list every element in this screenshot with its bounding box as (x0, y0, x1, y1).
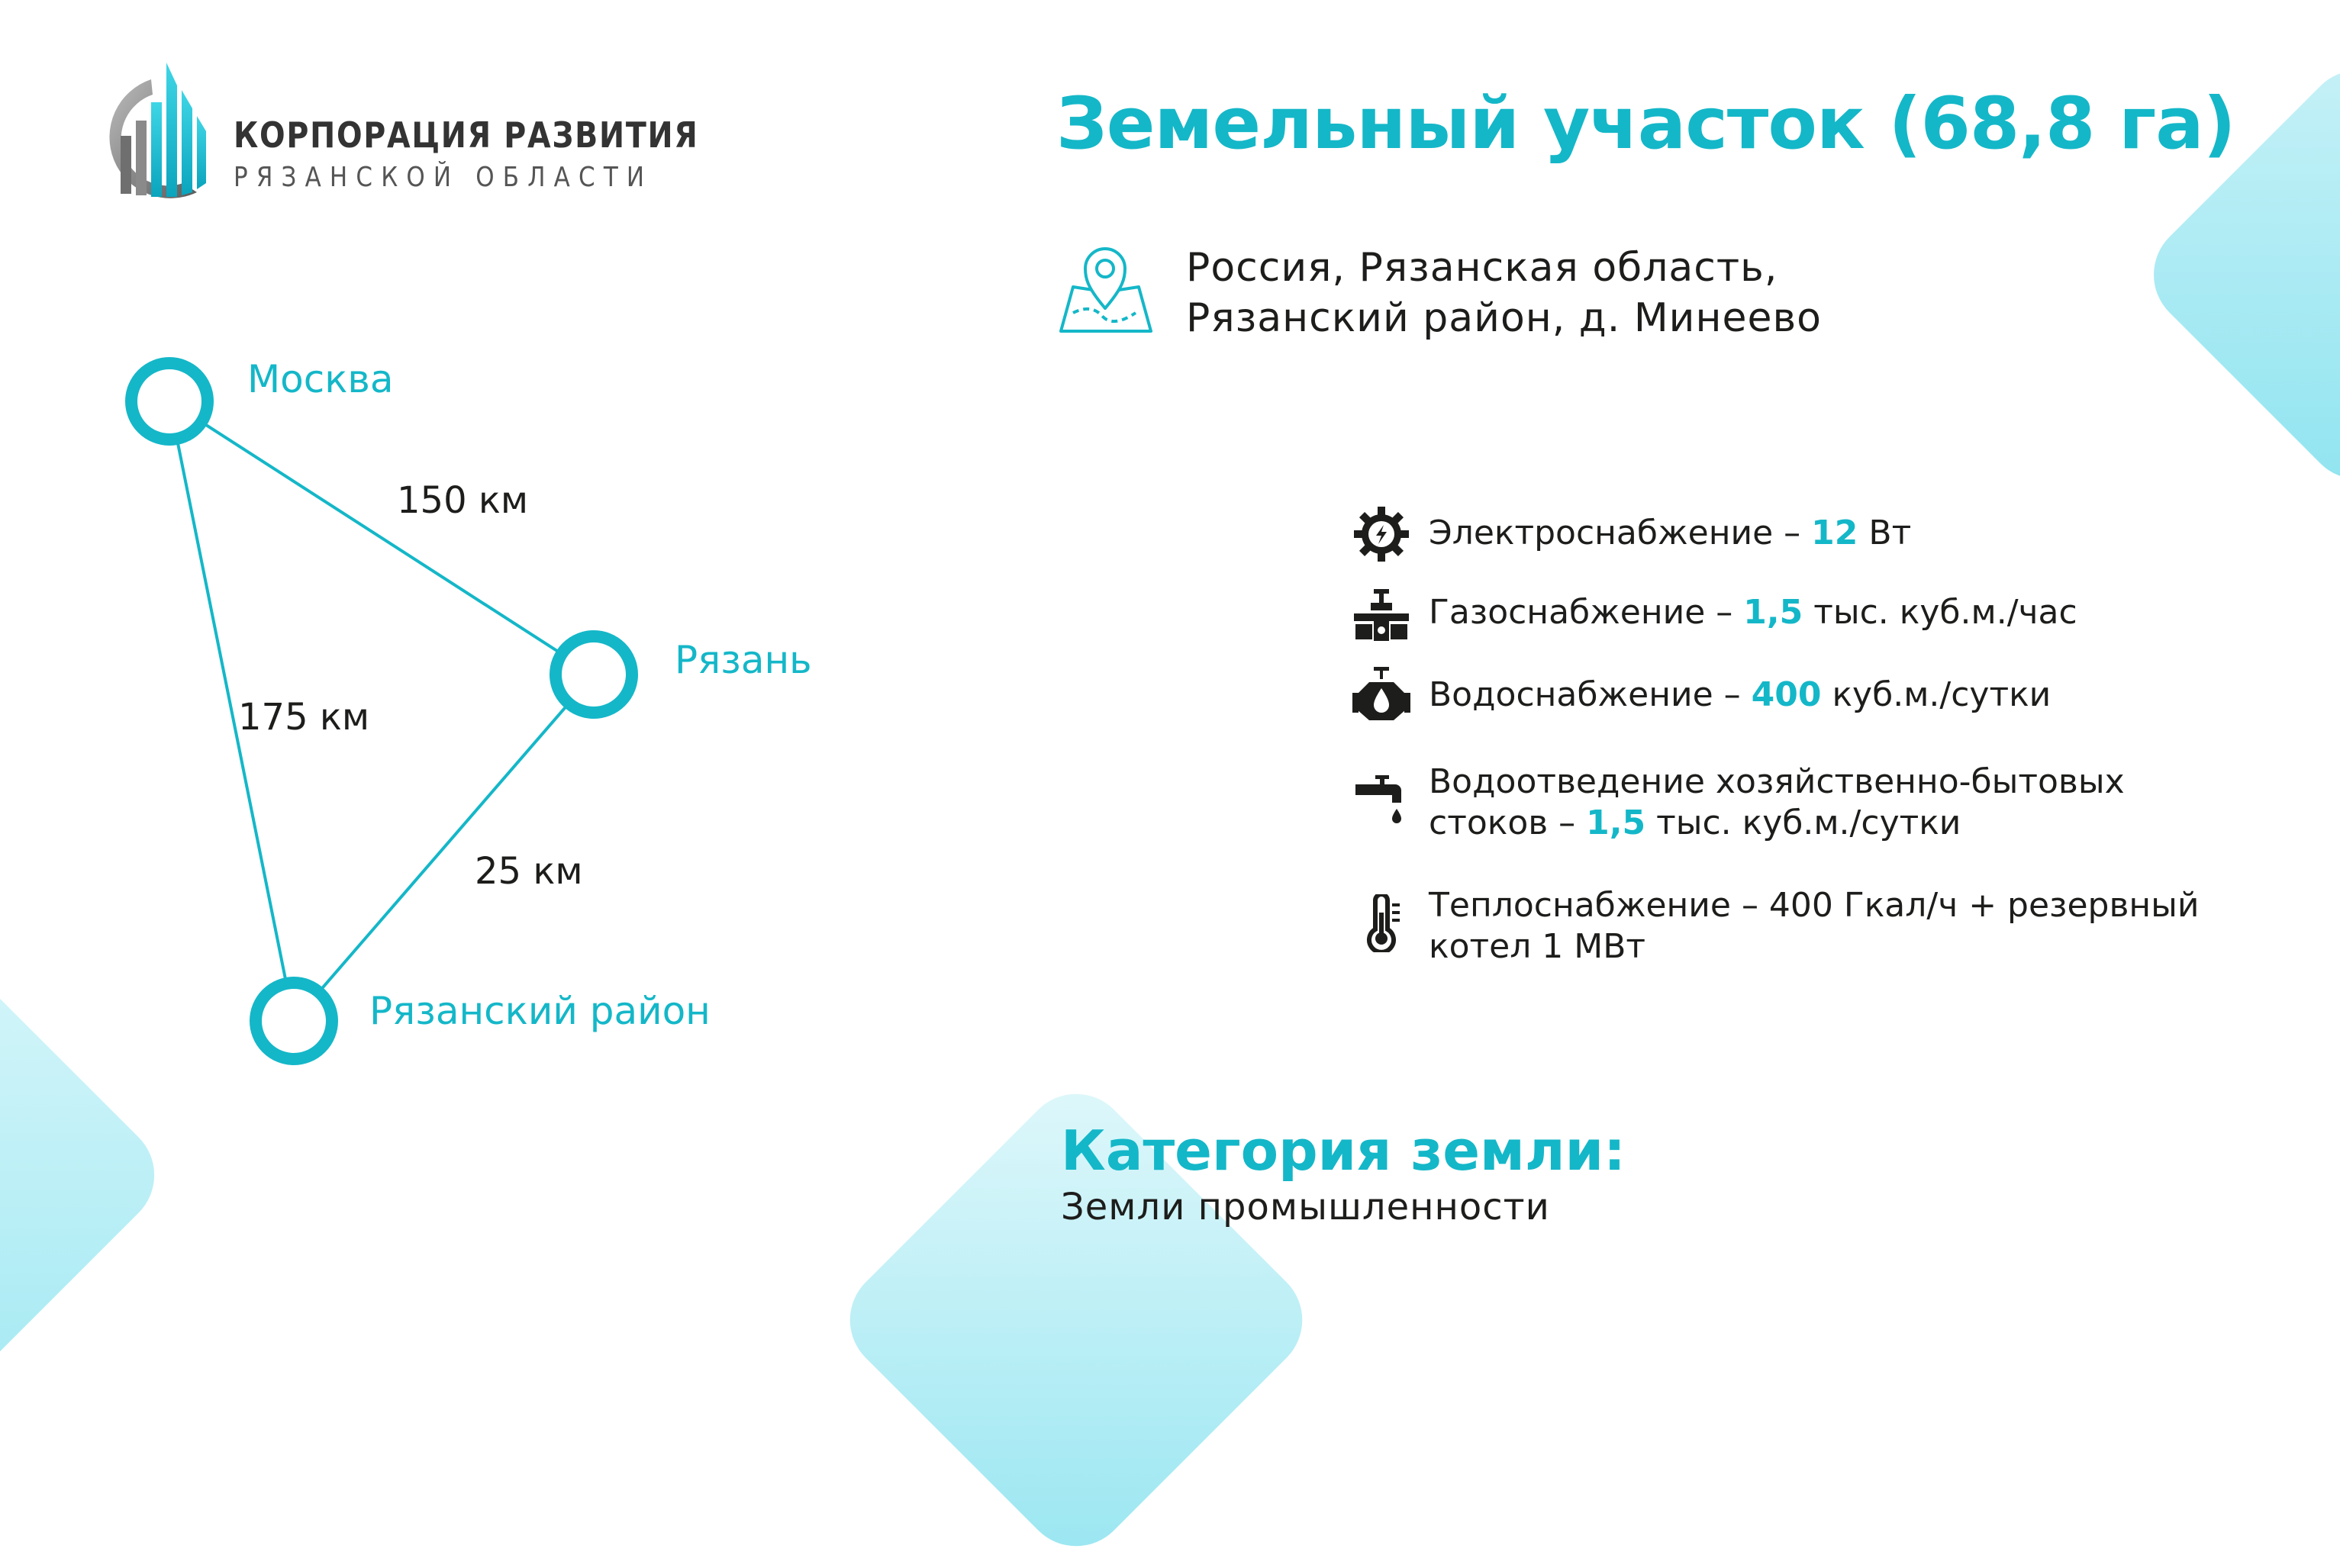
utility-electricity (1352, 504, 2329, 568)
land-category-value: Земли промышленности (1061, 1186, 1550, 1228)
page-title: Земельный участок (68,8 га) (1056, 82, 2235, 166)
city-node-ryazan (556, 636, 632, 713)
city-label-ryazan: Рязань (675, 638, 812, 682)
company-logo (82, 63, 699, 215)
thermometer-icon (1352, 894, 1410, 952)
utility-gas (1352, 583, 2329, 647)
faucet-drop-icon (1352, 772, 1410, 830)
utility-sewage-value: 1,5 (1586, 803, 1646, 842)
utility-electricity-value: 12 (1811, 514, 1858, 552)
city-label-district: Рязанский район (369, 989, 711, 1033)
logo-subtitle: РЯЗАНСКОЙ ОБЛАСТИ (234, 162, 653, 193)
route-line-moscow-ryazan (169, 401, 594, 675)
distance-moscow-district: 175 км (238, 696, 370, 739)
distance-moscow-ryazan: 150 км (397, 479, 529, 522)
logo-mark-icon (82, 63, 227, 215)
utility-electricity-text: Электроснабжение – 12 Вт (1429, 514, 1912, 552)
address-line-1: Россия, Рязанская область, (1186, 245, 1778, 291)
city-node-moscow (131, 363, 208, 439)
map-pin-icon (1056, 237, 1155, 336)
utility-water-text: Водоснабжение – 400 куб.м./сутки (1429, 675, 2052, 714)
utility-gas-text: Газоснабжение – 1,5 тыс. куб.м./час (1429, 593, 2077, 632)
route-map (107, 336, 855, 1083)
utility-water (1352, 664, 2329, 728)
water-valve-icon (1352, 665, 1410, 723)
city-node-district (256, 983, 332, 1059)
gas-valve-icon (1352, 586, 1410, 644)
utility-sewage-text: Водоотведение хозяйственно-бытовых стоков – 1,5 тыс. куб.м./сутки (1429, 762, 2125, 842)
logo-title: КОРПОРАЦИЯ РАЗВИТИЯ (234, 114, 699, 156)
route-triangle (107, 336, 855, 1083)
utility-water-value: 400 (1751, 675, 1822, 714)
utility-gas-value: 1,5 (1743, 593, 1803, 632)
utility-heating-text: Теплоснабжение – 400 Гкал/ч + резервный котел 1 МВт (1429, 886, 2200, 966)
distance-ryazan-district: 25 км (475, 850, 583, 893)
electricity-gear-icon (1352, 505, 1410, 563)
utility-heating (1352, 884, 2329, 975)
address-line-2: Рязанский район, д. Минеево (1186, 295, 1822, 341)
city-label-moscow: Москва (247, 357, 394, 401)
land-category-title: Категория земли: (1061, 1119, 1626, 1183)
utility-sewage (1352, 760, 2329, 852)
address (1186, 243, 1822, 343)
